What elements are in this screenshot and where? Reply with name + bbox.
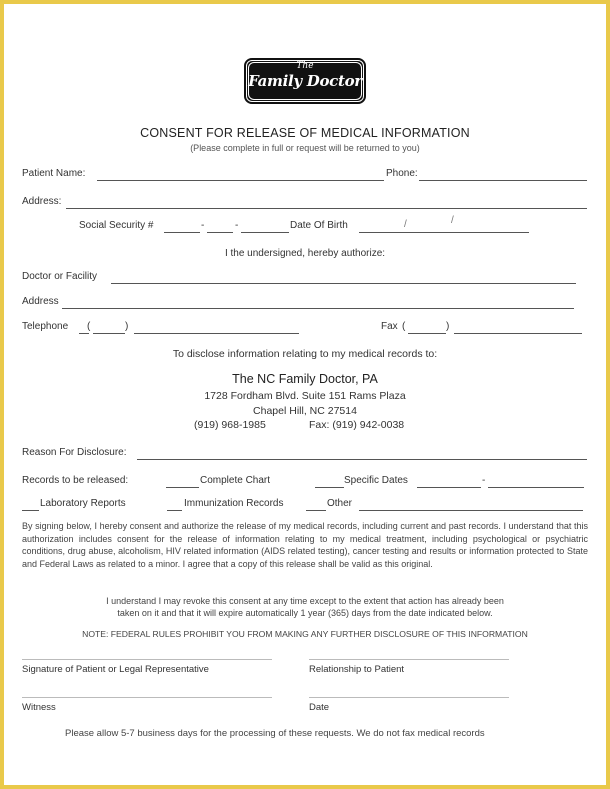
doctor-facility-field[interactable] xyxy=(111,283,576,284)
lab-reports-checkbox[interactable] xyxy=(22,510,39,511)
specific-dates-from-field[interactable] xyxy=(417,487,481,488)
recipient-name: The NC Family Doctor, PA xyxy=(232,372,378,386)
specific-dates-label: Specific Dates xyxy=(344,475,408,486)
consent-form-page xyxy=(4,4,606,785)
fax-paren-open: ( xyxy=(402,321,406,332)
dob-slash-2: / xyxy=(451,215,454,226)
form-title: CONSENT FOR RELEASE OF MEDICAL INFORMATION xyxy=(140,126,470,140)
relationship-label: Relationship to Patient xyxy=(309,664,405,675)
patient-name-label: Patient Name: xyxy=(22,168,86,179)
other-checkbox[interactable] xyxy=(306,510,326,511)
telephone-area-code-field[interactable] xyxy=(93,333,125,334)
address-field[interactable] xyxy=(66,208,587,209)
complete-chart-label: Complete Chart xyxy=(200,475,271,486)
witness-field[interactable] xyxy=(22,697,272,698)
specific-dates-dash: - xyxy=(482,475,486,486)
logo-the-text: The xyxy=(296,61,314,71)
lab-reports-label: Laboratory Reports xyxy=(40,498,126,509)
recipient-address-line2: Chapel Hill, NC 27514 xyxy=(253,405,357,417)
ssn-field-part2[interactable] xyxy=(207,232,233,233)
specific-dates-to-field[interactable] xyxy=(488,487,584,488)
immunization-checkbox[interactable] xyxy=(167,510,182,511)
telephone-label: Telephone xyxy=(22,321,69,332)
consent-paragraph: By signing below, I hereby consent and authorize the release of my medical records, including current and past records. I understand that this authorization includes consent for the release of information relating to my medical treatment, including psychological or psychiatric conditions, drug abuse, alcoholism, HIV related information (AIDS related testing), cancer testing and results or information protected to State and Federal Laws as related to a minor. I agree that a copy of this release shall be valid as this original. xyxy=(22,521,588,569)
ssn-label: Social Security # xyxy=(79,220,154,231)
other-field[interactable] xyxy=(359,510,583,511)
reason-field[interactable] xyxy=(137,459,587,460)
other-label: Other xyxy=(327,498,353,509)
phone-label: Phone: xyxy=(386,168,418,179)
patient-signature-field[interactable] xyxy=(22,659,272,660)
telephone-number-field[interactable] xyxy=(134,333,299,334)
telephone-paren-close: ) xyxy=(125,321,129,332)
records-label: Records to be released: xyxy=(22,475,129,486)
dob-label: Date Of Birth xyxy=(290,220,348,231)
address-label: Address: xyxy=(22,196,62,207)
immunization-label: Immunization Records xyxy=(184,498,284,509)
telephone-paren-open: ( xyxy=(87,321,91,332)
processing-footer: Please allow 5-7 business days for the processing of these requests. We do not fax medical records xyxy=(65,728,485,739)
revoke-line-1: I understand I may revoke this consent at any time except to the extent that action has already been xyxy=(106,596,504,606)
recipient-phone: (919) 968-1985 xyxy=(194,419,266,431)
ssn-dash-1: - xyxy=(201,220,205,231)
specific-dates-checkbox[interactable] xyxy=(315,487,344,488)
date-label: Date xyxy=(309,702,330,713)
form-subtitle: (Please complete in full or request will be returned to you) xyxy=(190,143,420,153)
dob-slash-1: / xyxy=(404,219,407,230)
reason-label: Reason For Disclosure: xyxy=(22,447,127,458)
fax-area-code-field[interactable] xyxy=(408,333,446,334)
fax-paren-close: ) xyxy=(446,321,450,332)
ssn-field-part3[interactable] xyxy=(241,232,289,233)
recipient-address-line1: 1728 Fordham Blvd. Suite 151 Rams Plaza xyxy=(204,390,406,402)
revoke-line-2: taken on it and that it will expire automatically 1 year (365) days from the date indicated below. xyxy=(117,608,493,618)
disclose-statement: To disclose information relating to my medical records to: xyxy=(172,348,438,360)
doctor-facility-label: Doctor or Facility xyxy=(22,271,98,282)
patient-name-field[interactable] xyxy=(97,180,384,181)
recipient-fax: Fax: (919) 942-0038 xyxy=(309,419,405,431)
fax-label: Fax xyxy=(381,321,398,332)
ssn-field-part1[interactable] xyxy=(164,232,200,233)
logo-name-text: Family Doctor xyxy=(248,72,362,90)
relationship-field[interactable] xyxy=(309,659,509,660)
witness-label: Witness xyxy=(22,702,56,713)
authorize-statement: I the undersigned, hereby authorize: xyxy=(224,248,386,259)
facility-address-label: Address xyxy=(22,296,59,307)
telephone-lead-line xyxy=(79,333,89,334)
patient-signature-label: Signature of Patient or Legal Representative xyxy=(22,664,209,675)
family-doctor-logo xyxy=(244,58,366,104)
facility-address-field[interactable] xyxy=(62,308,574,309)
federal-rules-note: NOTE: FEDERAL RULES PROHIBIT YOU FROM MAKING ANY FURTHER DISCLOSURE OF THIS INFORMATION xyxy=(82,629,528,639)
phone-field[interactable] xyxy=(419,180,587,181)
complete-chart-checkbox[interactable] xyxy=(166,487,199,488)
date-field[interactable] xyxy=(309,697,509,698)
ssn-dash-2: - xyxy=(235,220,239,231)
dob-field[interactable] xyxy=(359,232,529,233)
fax-number-field[interactable] xyxy=(454,333,582,334)
